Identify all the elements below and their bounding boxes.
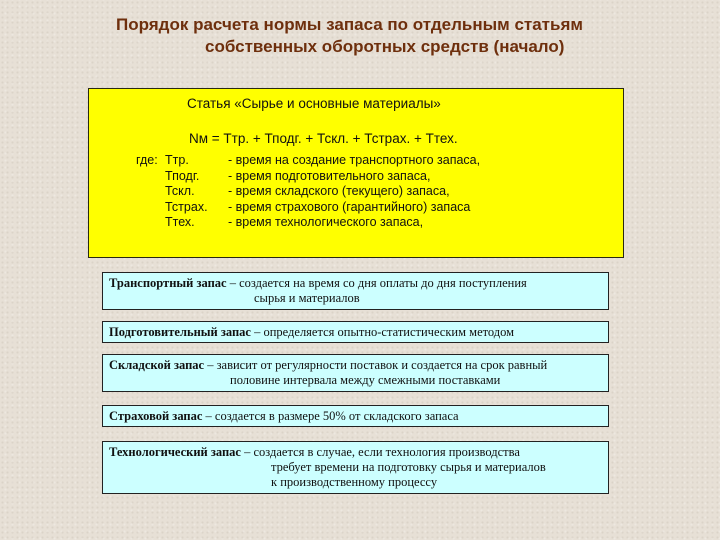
formula-box	[88, 88, 624, 258]
definition-row	[136, 215, 480, 231]
info-term: Подготовительный запас	[109, 325, 251, 339]
page-title-line-1: Порядок расчета нормы запаса по отдельным статьям	[116, 15, 583, 34]
safety-stock-box	[102, 405, 609, 427]
definition-row	[136, 184, 480, 200]
definition-term: Тстрах.	[165, 199, 208, 214]
info-line	[109, 358, 604, 373]
info-text: – создается на время со дня оплаты до дня поступления	[226, 276, 527, 290]
info-continuation: половине интервала между смежными поставками	[230, 373, 501, 387]
info-continuation: сырья и материалов	[254, 291, 360, 305]
definitions-list	[136, 153, 480, 231]
page-title	[60, 14, 700, 58]
definition-row	[136, 153, 480, 169]
info-continuation: к производственному процессу	[271, 475, 438, 489]
definition-term: Тподг.	[165, 168, 200, 183]
definition-row	[136, 200, 480, 216]
info-text: – создается в размере 50% от складского запаса	[202, 409, 459, 423]
definition-description: - время технологического запаса,	[228, 215, 424, 229]
info-term: Складской запас	[109, 358, 205, 372]
definition-description: - время на создание транспортного запаса,	[228, 153, 481, 167]
info-line	[109, 409, 604, 424]
preparatory-stock-box	[102, 321, 609, 343]
info-text: – создается в случае, если технология производства	[240, 445, 520, 459]
norm-formula: Nм = Ттр. + Тподг. + Тскл. + Тстрах. + Ттех.	[189, 131, 458, 146]
info-term: Страховой запас	[109, 409, 203, 423]
definition-description: - время складского (текущего) запаса,	[228, 184, 450, 198]
info-continuation: требует времени на подготовку сырья и материалов	[271, 460, 546, 474]
info-text: – определяется опытно-статистическим методом	[250, 325, 515, 339]
info-line	[109, 276, 604, 291]
definition-row	[136, 169, 480, 185]
definition-term: Ттех.	[165, 215, 195, 229]
definition-description: - время подготовительного запаса,	[228, 168, 431, 183]
technological-stock-box	[102, 441, 609, 494]
definition-term: Ттр.	[165, 153, 189, 167]
page-title-line-2: собственных оборотных средств (начало)	[205, 37, 565, 56]
info-term: Технологический запас	[109, 445, 241, 459]
info-term: Транспортный запас	[109, 276, 227, 290]
definition-description: - время страхового (гарантийного) запаса	[228, 199, 471, 214]
warehouse-stock-box	[102, 354, 609, 392]
info-line	[109, 445, 604, 460]
formula-box-heading: Статья «Сырье и основные материалы»	[187, 96, 441, 111]
where-label: где:	[136, 153, 158, 167]
info-text: – зависит от регулярности поставок и создается на срок равный	[204, 358, 548, 372]
transport-stock-box	[102, 272, 609, 310]
info-line	[109, 325, 604, 340]
definition-term: Тскл.	[165, 184, 195, 198]
